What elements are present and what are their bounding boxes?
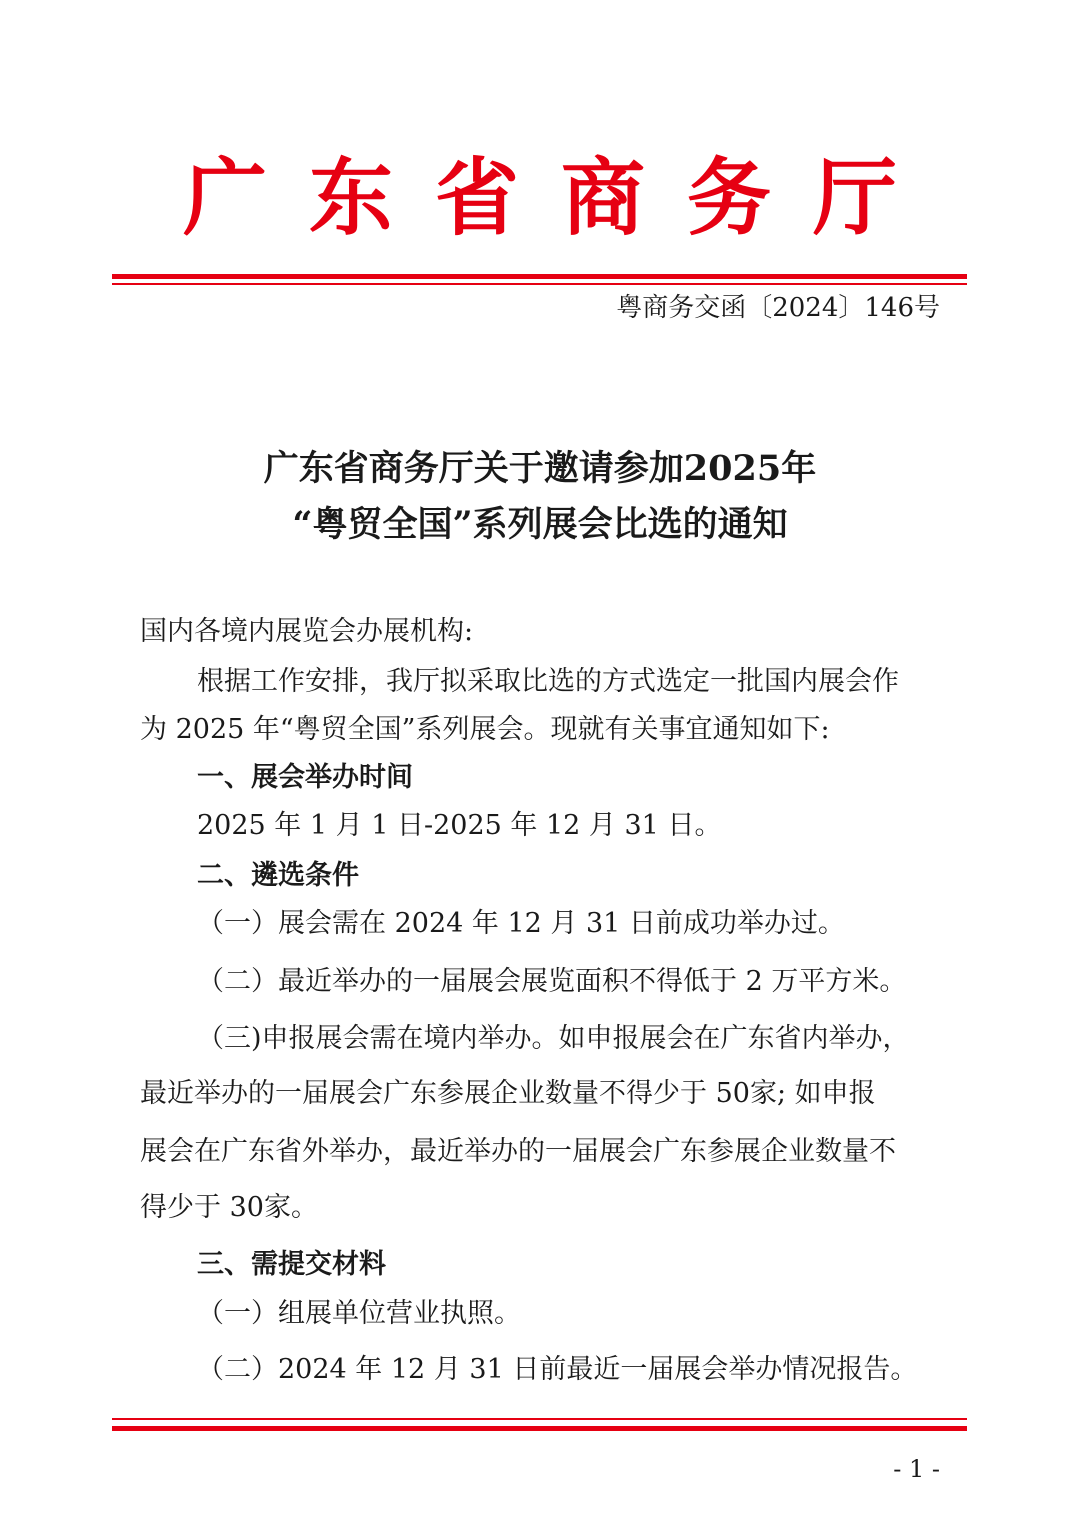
agency-header-title: 广东省商务厅	[182, 148, 939, 247]
section-2-item-3-line-1: （三)申报展会需在境内举办。如申报展会在广东省内举办，	[197, 1023, 910, 1054]
section-2-item-1: （一）展会需在 2024 年 12 月 31 日前成功举办过。	[197, 908, 845, 939]
footer-rule-thin	[112, 1418, 967, 1420]
intro-line-2: 为 2025 年“粤贸全国”系列展会。现就有关事宜通知如下:	[140, 714, 830, 745]
section-3-heading: 三、需提交材料	[197, 1249, 386, 1280]
section-2-item-3-line-4: 得少于 30家。	[140, 1192, 318, 1223]
section-2-item-2: （二）最近举办的一届展会展览面积不得低于 2 万平方米。	[197, 966, 907, 997]
intro-line-1: 根据工作安排，我厅拟采取比选的方式选定一批国内展会作	[197, 666, 899, 697]
section-2-item-3-line-3: 展会在广东省外举办，最近举办的一届展会广东参展企业数量不	[140, 1136, 896, 1167]
section-2-heading: 二、遴选条件	[197, 860, 359, 891]
header-rule-thin	[112, 283, 967, 285]
section-1-heading: 一、展会举办时间	[197, 762, 413, 793]
section-2-item-3-line-2: 最近举办的一届展会广东参展企业数量不得少于 50家; 如申报	[140, 1078, 876, 1109]
footer-rule-thick	[112, 1426, 967, 1431]
salutation: 国内各境内展览会办展机构:	[140, 616, 474, 647]
document-number: 粤商务交函〔2024〕146号	[616, 293, 940, 323]
document-title-line-1: 广东省商务厅关于邀请参加2025年	[263, 448, 817, 489]
document-title-line-2: “粤贸全国”系列展会比选的通知	[292, 504, 788, 545]
section-3-item-1: （一）组展单位营业执照。	[197, 1298, 521, 1329]
header-rule-thick	[112, 274, 967, 279]
section-3-item-2: （二）2024 年 12 月 31 日前最近一届展会举办情况报告。	[197, 1354, 918, 1385]
section-1-text: 2025 年 1 月 1 日-2025 年 12 月 31 日。	[197, 810, 722, 841]
page-number: - 1 -	[893, 1455, 940, 1483]
